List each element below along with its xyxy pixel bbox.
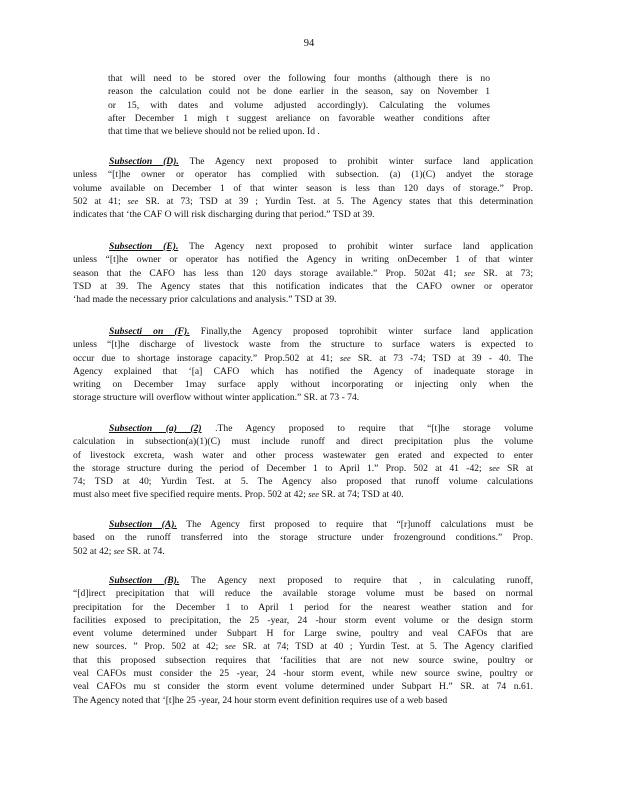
citation-signal: see — [127, 196, 139, 206]
quote-line: reason the calculation could not be done earlier in the season, say on November 1 — [108, 86, 490, 98]
paragraph-line: volume available on December 1 of that winter season is less than 120 days of storage.” Prop. — [73, 182, 533, 194]
paragraph-subsection-upper-b — [73, 574, 533, 707]
paragraph-line: season that the CAFO has less than 120 days storage available.” Prop. 502at 41; see SR. at 73; — [73, 267, 533, 279]
quote-line: after December 1 migh t suggest areliance on favorable weather conditions after — [108, 112, 490, 124]
paragraph-line: 74; TSD at 40; Yurdin Test. at 5. The Agency also proposed that runoff volume calculations — [73, 476, 533, 488]
paragraph-line: The Agency noted that ‘[t]he 25 -year, 24 hour storm event definition requires use of a web based — [73, 694, 448, 706]
paragraph-line: writing on December 1may surface apply without incorporating or injecting only when the — [73, 379, 533, 391]
paragraph-line: ‘had made the necessary prior calculations and analysis.” TSD at 39. — [73, 294, 337, 306]
paragraph-line: unless “[t]he owner or operator has notified the Agency in writing onDecember 1 of that winter — [73, 254, 533, 266]
paragraph-line: veal CAFOs mu st consider the storm event volume determined under Subpart H.” SR. at 74 n.61. — [73, 681, 533, 693]
quote-line: that time that we believe should not be relied upon. Id . — [108, 126, 320, 138]
paragraph-line: 502 at 41; see SR. at 73; TSD at 39 ; Yurdin Test. at 5. The Agency states that this determination — [73, 195, 534, 207]
paragraph-line: Finally,the Agency proposed toprohibit winter surface land application — [200, 326, 533, 337]
paragraph-line: based on the runoff transferred into the storage structure under frozenground conditions.” Prop. — [73, 532, 533, 544]
paragraph-line: 502 at 42; see SR. at 74. — [73, 545, 165, 557]
citation-signal: see — [464, 268, 475, 278]
paragraph-subsection-d — [73, 155, 533, 221]
paragraph-line: The Agency next proposed to require that , in calculating runoff, — [190, 575, 533, 586]
paragraph-line: .The Agency proposed to require that “[t]he storage volume — [215, 423, 533, 434]
paragraph-line: calculation in subsection(a)(1)(C) must include runoff and direct precipitation plus the volume — [73, 436, 533, 448]
paragraph-subsection-e — [73, 240, 533, 306]
quote-line: or 15, with dates and volume adjusted accordingly). Calculating the volumes — [108, 99, 490, 111]
paragraph-line: occur due to shortage instorage capacity.” Prop.502 at 41; see SR. at 73 -74; TSD at 39 - 40. The — [73, 352, 534, 364]
paragraph-line: unless “[t]he owner or operator has complied with subsection. (a) (1)(C) andyet the storage — [73, 169, 533, 181]
paragraph-line: unless “[t]he discharge of livestock waste from the structure to surface waters is expected to — [73, 339, 533, 351]
paragraph-line: of livestock excreta, wash water and other process wastewater gen erated and expected to enter — [73, 449, 533, 461]
subsection-label: Subsection (A). — [109, 519, 177, 530]
paragraph-line: that this proposed subsection requires that ‘facilities that are not new source swine, poultry or — [73, 654, 533, 666]
citation-signal: see — [224, 642, 236, 652]
paragraph-line: “[d]irect precipitation that will reduce the available storage volume must be based on normal — [73, 588, 533, 600]
subsection-label: Subsection (B). — [109, 575, 180, 586]
paragraph-line: facilities exposed to precipitation, the 25 -year, 24 -hour storm event volume or the design storm — [73, 614, 533, 626]
paragraph-line: The Agency next proposed to prohibit winter surface land application — [189, 241, 533, 252]
subsection-label: Subsection (a) (2) — [109, 423, 202, 434]
subsection-label: Subsection (D). — [109, 156, 179, 167]
paragraph-line: indicates that ‘the CAF O will risk discharging during that period.” TSD at 39. — [73, 209, 375, 221]
citation-signal: see — [340, 353, 351, 363]
paragraph-line: event volume determined under Subpart H for Large swine, poultry and veal CAFOs that are — [73, 628, 533, 640]
paragraph-line: new sources. ” Prop. 502 at 42; see SR. at 74; TSD at 40 ; Yurdin Test. at 5. The Agency clarified — [73, 641, 533, 653]
citation-signal: see — [308, 490, 319, 500]
citation-signal: see — [489, 463, 500, 473]
paragraph-line: storage structure will overflow without winter application.” SR. at 73 - 74. — [73, 392, 360, 404]
paragraph-line: The Agency next proposed to prohibit winter surface land application — [189, 156, 534, 167]
paragraph-line: must also meet five specified require ments. Prop. 502 at 42; see SR. at 74; TSD at 40. — [73, 489, 404, 501]
block-quote — [108, 72, 490, 138]
paragraph-line: TSD at 39. The Agency states that this notification indicates that the CAFO owner or operator — [73, 280, 533, 292]
subsection-label: Subsecti on (F). — [109, 326, 190, 337]
page-number: 94 — [303, 38, 315, 49]
quote-line: that will need to be stored over the following four months (although there is no — [108, 73, 490, 84]
paragraph-line: precipitation for the December 1 to April 1 period for the nearest weather station and for — [73, 601, 533, 613]
paragraph-line: The Agency first proposed to require that “[r]unoff calculations must be — [186, 519, 533, 530]
paragraph-line: Agency explained that ‘[a] CAFO which has notified the Agency of inadequate storage in — [73, 365, 533, 377]
paragraph-line: the storage structure during the period of December 1 to April 1.” Prop. 502 at 41 -42; see SR at — [73, 462, 533, 474]
paragraph-subsection-upper-a — [73, 518, 533, 558]
citation-signal: see — [113, 546, 125, 556]
subsection-label: Subsection (E). — [109, 241, 179, 252]
paragraph-subsection-f — [73, 325, 533, 405]
paragraph-subsection-a2 — [73, 422, 533, 502]
paragraph-line: veal CAFOs must consider the 25 -year, 24 -hour storm event, while new source swine, poultry or — [73, 668, 533, 680]
